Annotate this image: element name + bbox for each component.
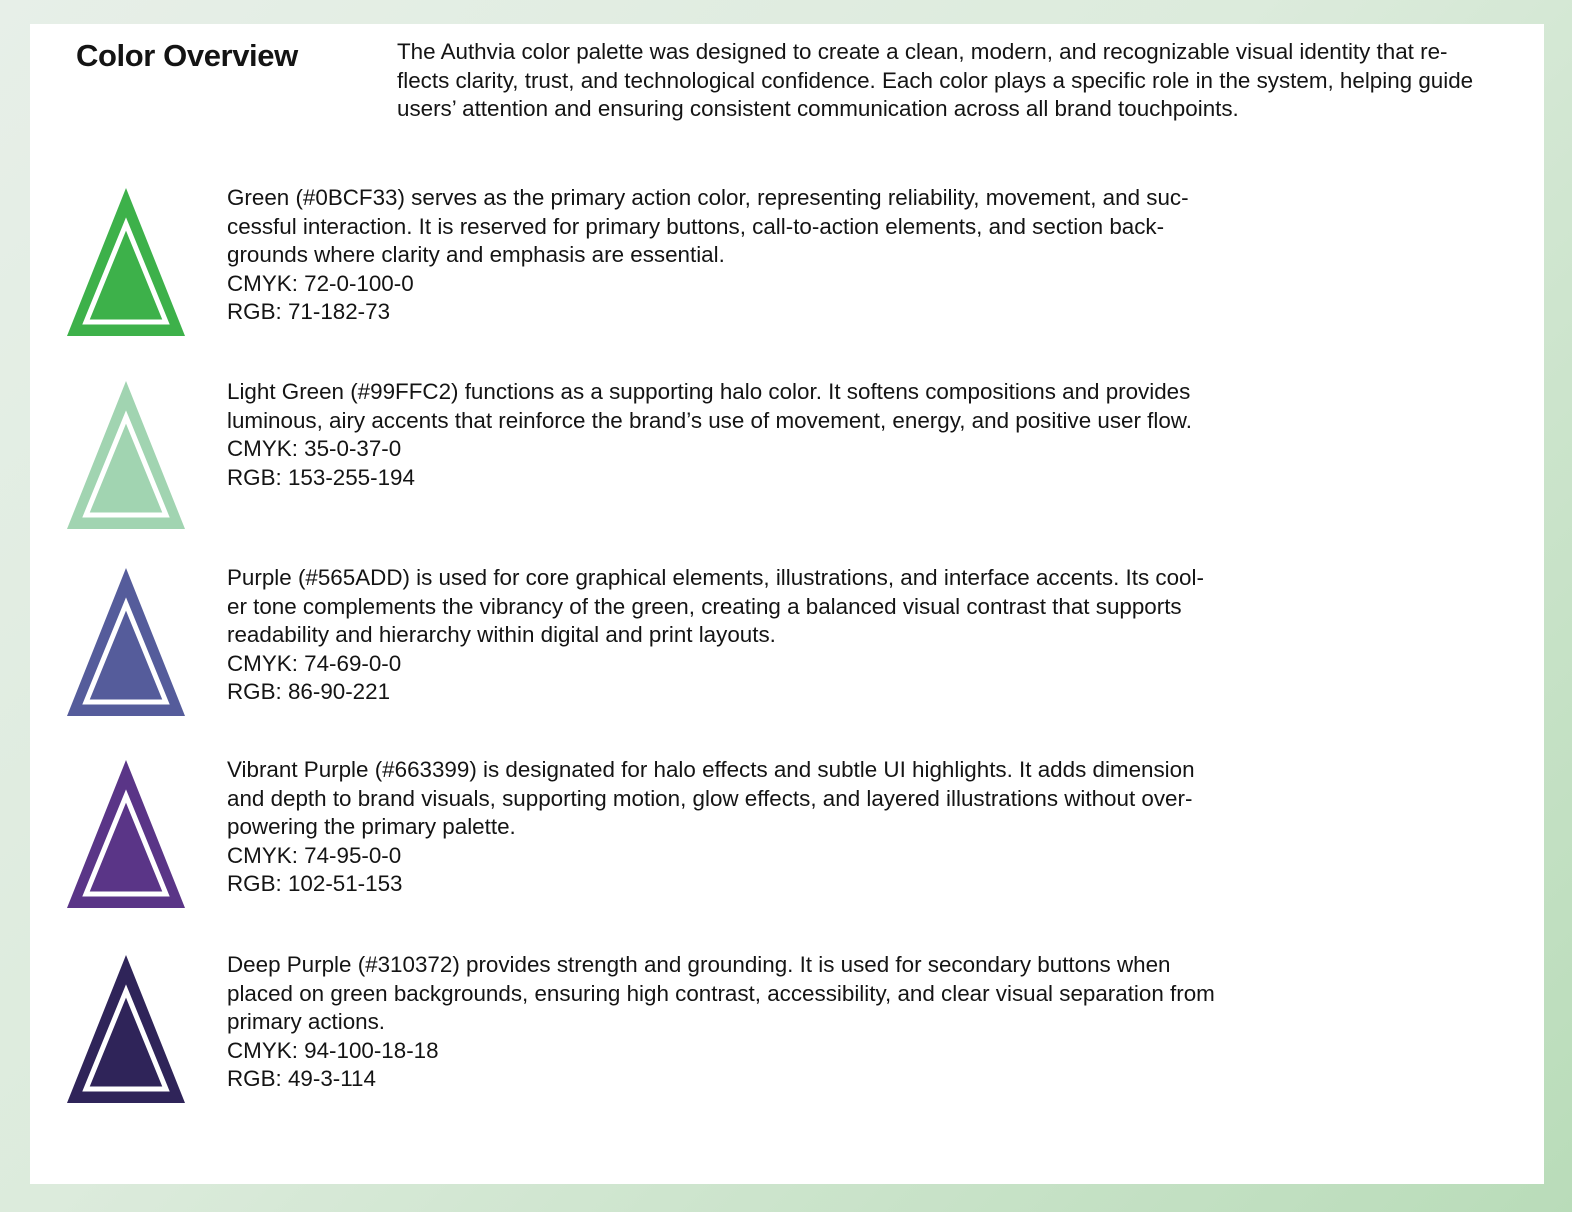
deep-purple-rgb: RGB: 49-3-114 bbox=[227, 1066, 376, 1092]
vibrant-purple-color-entry bbox=[227, 756, 1257, 899]
color-overview-page bbox=[30, 24, 1544, 1184]
purple-swatch-triangle-icon bbox=[64, 566, 188, 718]
purple-description: Purple (#565ADD) is used for core graphical elements, illustrations, and interface accents. Its cool- er tone complements the vibrancy of the green, creating a balanced visual contrast that supports readability and hierarchy within digital and print layouts. bbox=[227, 565, 1204, 648]
green-rgb: RGB: 71-182-73 bbox=[227, 299, 391, 325]
light-green-swatch-triangle-icon bbox=[64, 379, 188, 531]
green-swatch-triangle-icon bbox=[64, 186, 188, 338]
vibrant-purple-description: Vibrant Purple (#663399) is designated for halo effects and subtle UI highlights. It adds dimension and depth to brand visuals, supporting motion, glow effects, and layered illustrations without over- powering the primary palette. bbox=[227, 757, 1195, 840]
green-description: Green (#0BCF33) serves as the primary action color, representing reliability, movement, and suc- cessful interaction. It is reserved for primary buttons, call-to-action elements, and section back- grounds where clarity and emphasis are essential. bbox=[227, 185, 1189, 268]
purple-cmyk: CMYK: 74-69-0-0 bbox=[227, 650, 402, 676]
light-green-rgb: RGB: 153-255-194 bbox=[227, 464, 415, 490]
light-green-description: Light Green (#99FFC2) functions as a supporting halo color. It softens compositions and provides luminous, airy accents that reinforce the brand’s use of movement, energy, and positive user flow. bbox=[227, 379, 1192, 433]
green-cmyk: CMYK: 72-0-100-0 bbox=[227, 270, 414, 296]
intro-paragraph: The Authvia color palette was designed to create a clean, modern, and recognizable visual identity that re- flects clarity, trust, and technological confidence. Each color plays a specific role in the system, helping guide users’ attention and ensuring consistent communication across all brand touchpoints. bbox=[397, 39, 1474, 122]
deep-purple-color-entry bbox=[227, 951, 1257, 1094]
purple-rgb: RGB: 86-90-221 bbox=[227, 679, 391, 705]
purple-color-entry bbox=[227, 564, 1257, 707]
deep-purple-swatch-triangle-icon bbox=[64, 953, 188, 1105]
deep-purple-cmyk: CMYK: 94-100-18-18 bbox=[227, 1037, 439, 1063]
light-green-cmyk: CMYK: 35-0-37-0 bbox=[227, 436, 402, 462]
light-green-color-entry bbox=[227, 378, 1257, 492]
page-title: Color Overview bbox=[76, 38, 298, 73]
deep-purple-description: Deep Purple (#310372) provides strength and grounding. It is used for secondary buttons when placed on green backgrounds, ensuring high contrast, accessibility, and clear visual separation from primary actions. bbox=[227, 952, 1215, 1035]
vibrant-purple-swatch-triangle-icon bbox=[64, 758, 188, 910]
vibrant-purple-cmyk: CMYK: 74-95-0-0 bbox=[227, 842, 402, 868]
green-color-entry bbox=[227, 184, 1257, 327]
vibrant-purple-rgb: RGB: 102-51-153 bbox=[227, 871, 403, 897]
